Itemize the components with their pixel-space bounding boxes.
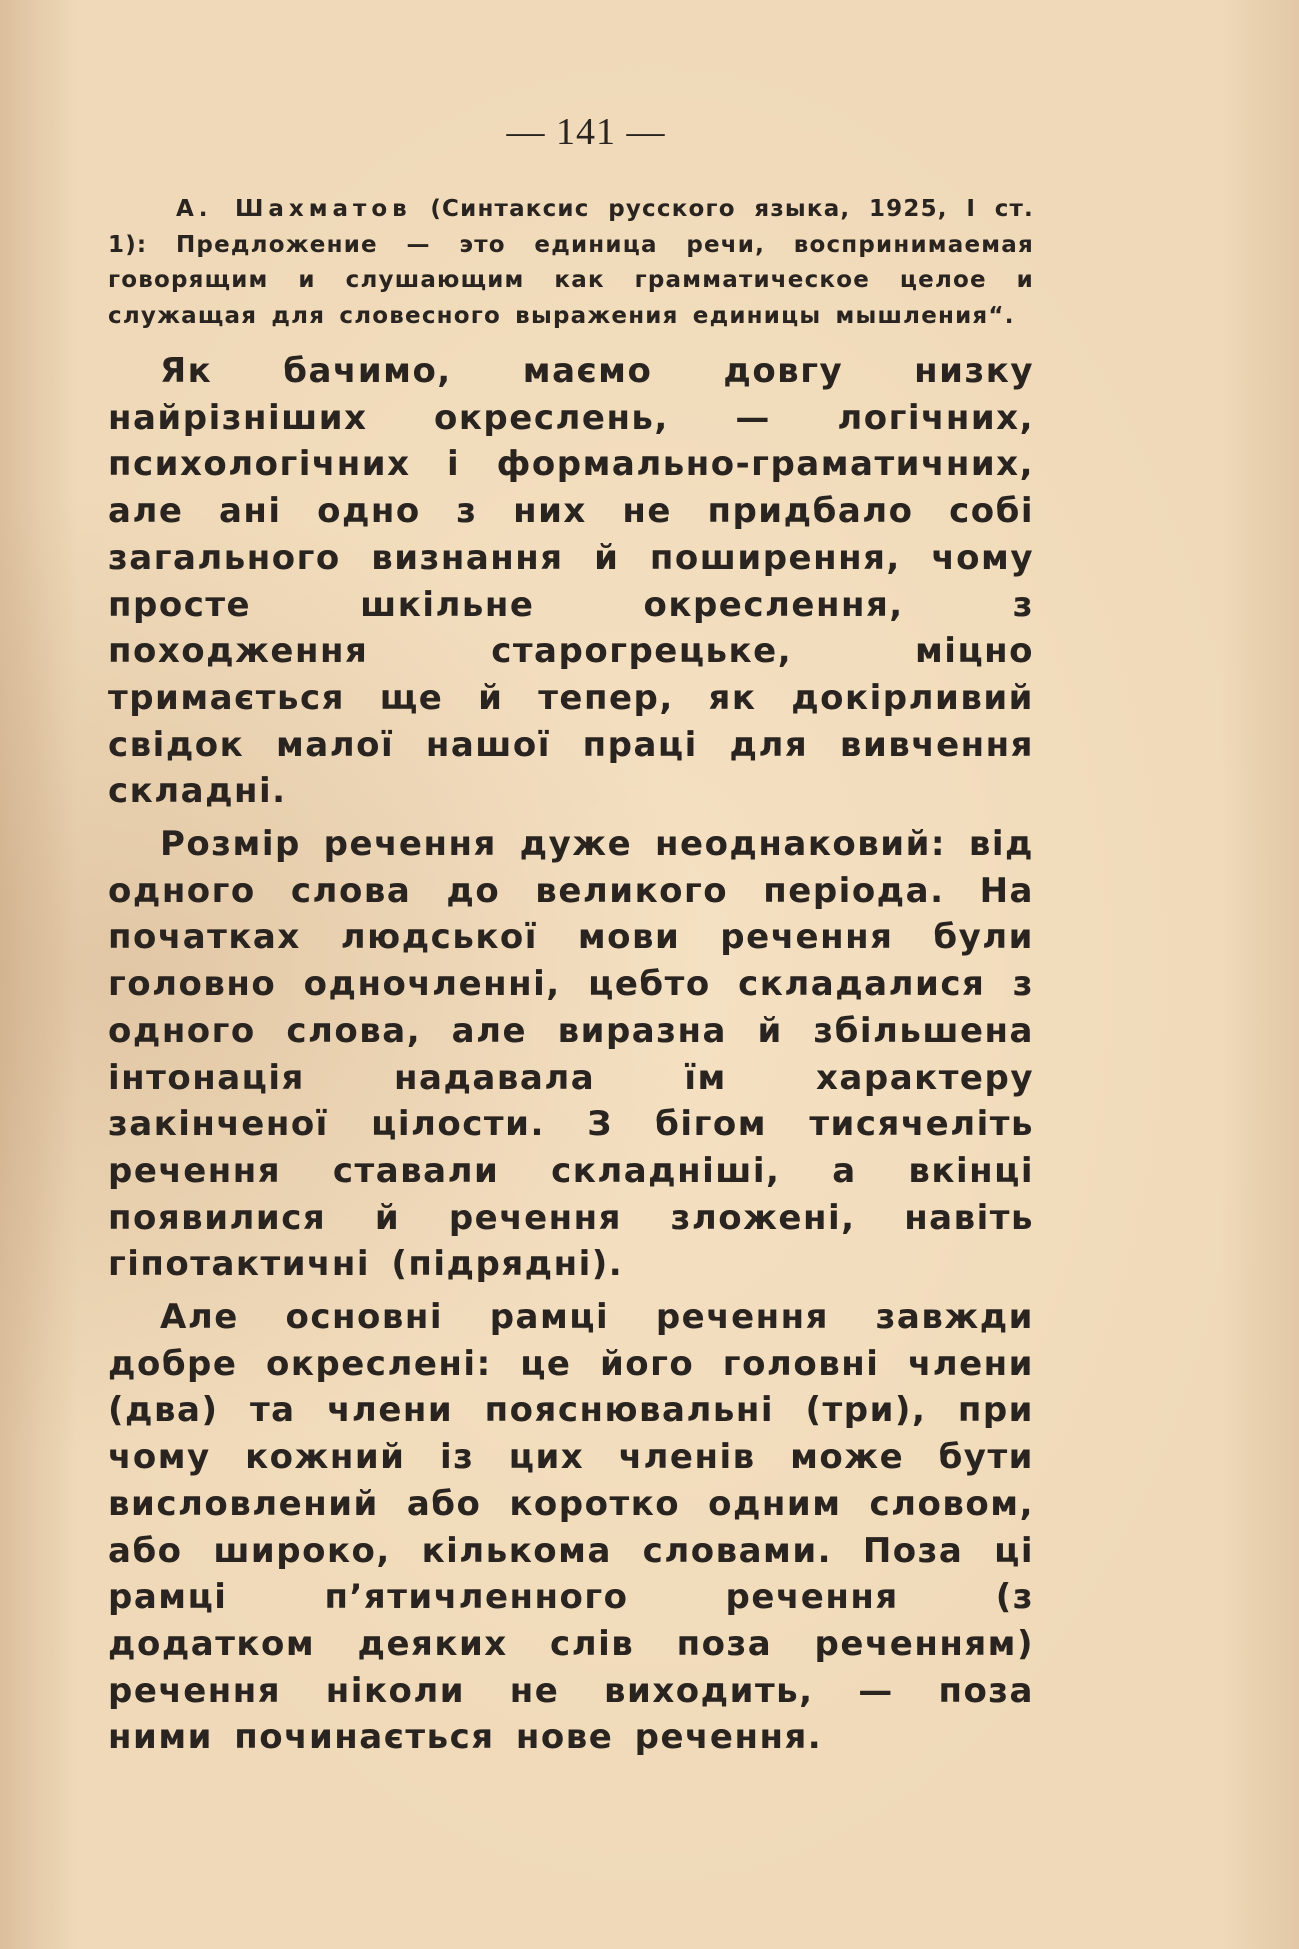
paragraph-1: Як бачимо, маємо довгу низку найрізніших окреслень, — логічних, психологічних і формально-граматичних, але ані одно з них не придбало собі загального визнання й поширення, чому просте шкільне окреслення, з походження старогрецьке, міцно тримається ще й тепер, як докірливий свідок малої нашої праці для вивчення складні. [108, 351, 1034, 812]
paragraph-2: Розмір речення дуже неоднаковий: від одного слова до великого періода. На початках людської мови речення були головно одночленні, цебто складалися з одного слова, але виразна й збільшена інтонація надавала їм характеру закінченої цілости. З бігом тисячеліть речення ставали складніші, а вкінці появилися й речення зложені, навіть гіпотактичні (підрядні). [108, 824, 1034, 1285]
quote-text: (Синтаксис русского языка, 1925, I ст. 1): Предложение — это единица речи, воспринимаемая говорящим и слушающим как грамматическое целое и служащая для словесного выражения единицы мышления“. [108, 196, 1034, 329]
quote-block [108, 192, 1034, 334]
quote-author: А. Шахматов [176, 196, 412, 222]
book-page [108, 110, 1034, 1767]
page-number: — 141 — [506, 111, 666, 153]
paragraph-3: Але основні рамці речення завжди добре окреслені: це його головні члени (два) та члени пояснювальні (три), при чому кожний із цих членів може бути висловлений або коротко одним словом, або широко, кількома словами. Поза ці рамці п’ятичленного речення (з додатком деяких слів поза реченням) речення ніколи не виходить, — поза ними починається нове речення. [108, 1297, 1034, 1758]
